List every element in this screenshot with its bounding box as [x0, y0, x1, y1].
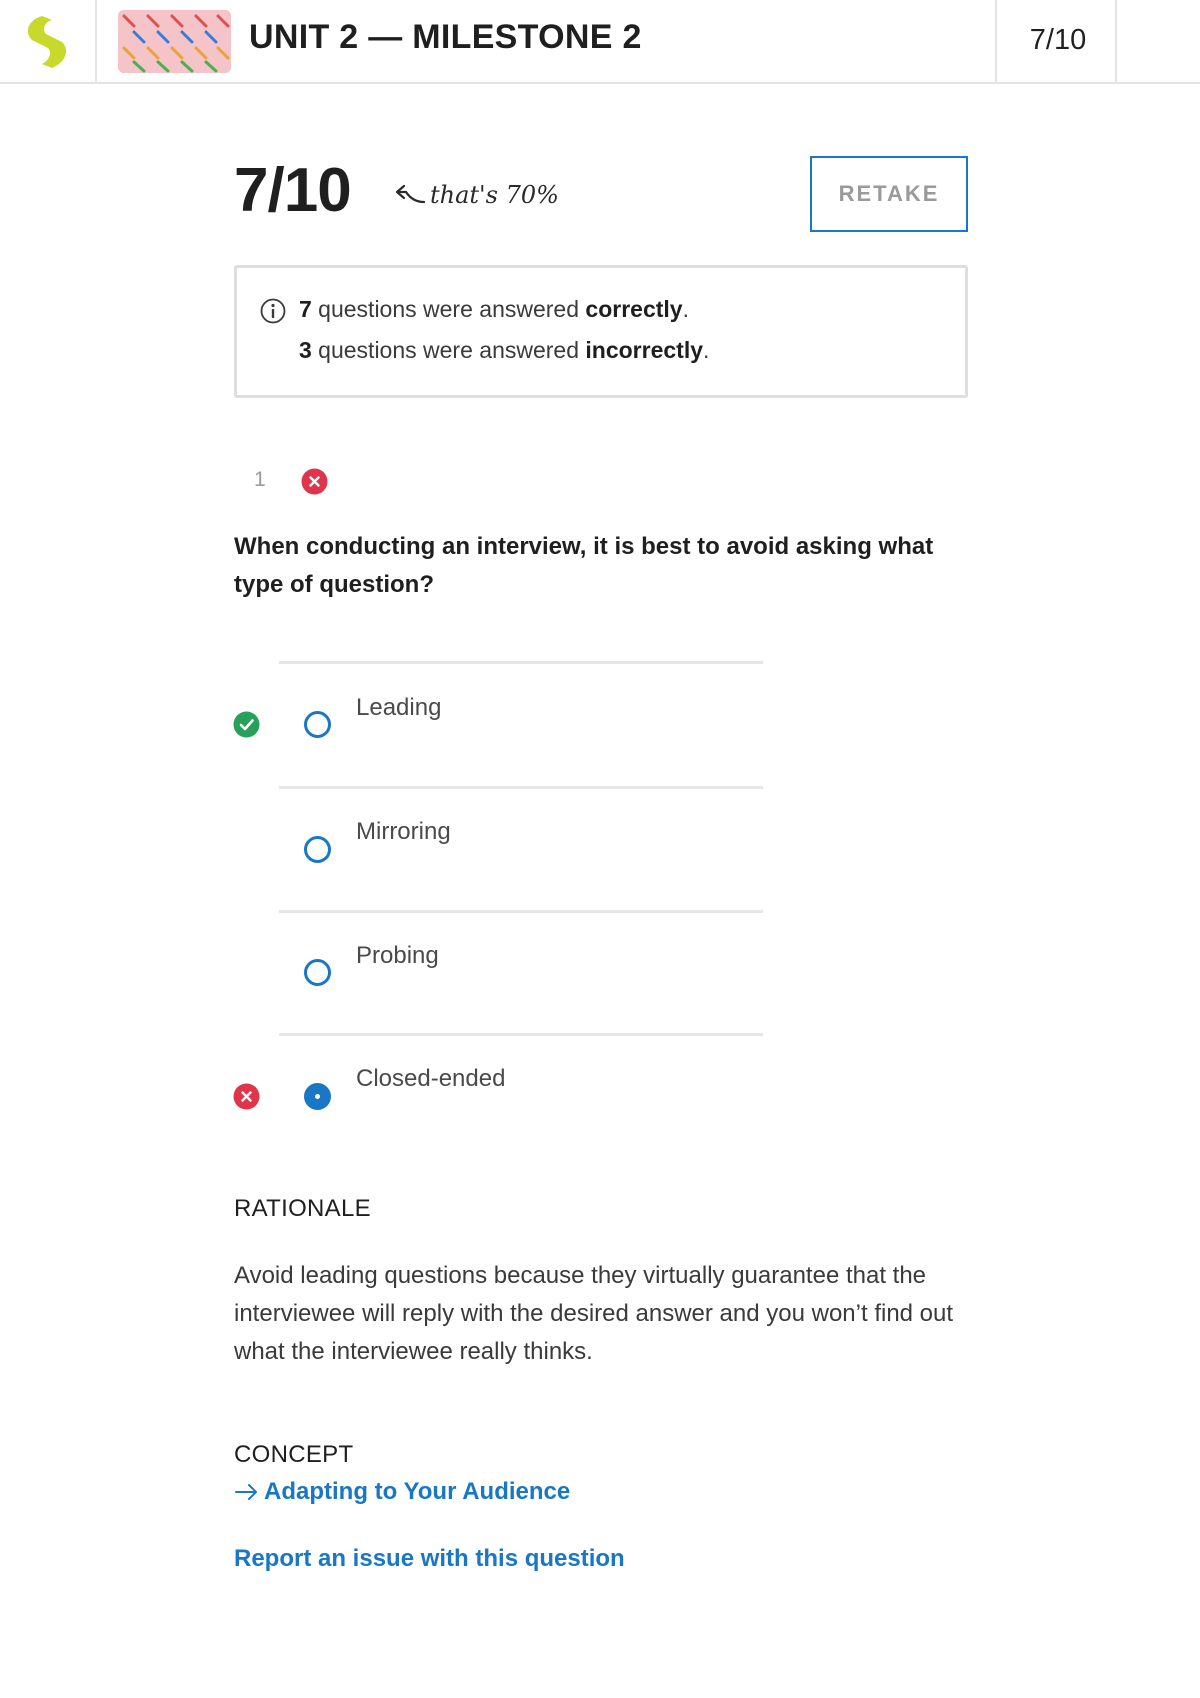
option-label-leading[interactable]: Leading — [356, 694, 442, 721]
concept-link[interactable] — [234, 1478, 570, 1506]
option-label-mirroring[interactable]: Mirroring — [356, 818, 451, 845]
retake-button[interactable]: RETAKE — [810, 156, 968, 232]
curved-arrow-left-icon — [392, 182, 426, 208]
arrow-right-icon — [234, 1482, 260, 1502]
incorrect-word: incorrectly — [585, 337, 704, 363]
option-divider — [279, 661, 763, 664]
concept-link-label[interactable]: Adapting to Your Audience — [264, 1478, 571, 1505]
option-radio-closed-ended[interactable] — [304, 1083, 331, 1110]
option-radio-mirroring[interactable] — [304, 836, 331, 863]
unit-thumbnail — [118, 10, 231, 73]
question-number: 1 — [254, 468, 266, 491]
check-circle-icon — [233, 711, 260, 738]
header-divider — [995, 0, 997, 83]
top-header — [0, 0, 1200, 84]
question-text: When conducting an interview, it is best to avoid asking what type of question? — [234, 533, 934, 598]
correct-word: correctly — [585, 296, 683, 322]
x-circle-icon — [233, 1083, 260, 1110]
correct-count: 7 — [299, 296, 312, 322]
percent-note-text: that's 70% — [430, 181, 559, 209]
info-icon — [260, 298, 286, 324]
option-radio-leading[interactable] — [304, 711, 331, 738]
rationale-text: Avoid leading questions because they virtually guarantee that the interviewee will reply with the desired answer and you won’t find out what the interviewee really thinks. — [234, 1262, 954, 1365]
sophia-logo-icon[interactable] — [22, 14, 72, 70]
option-label-closed-ended[interactable]: Closed-ended — [356, 1065, 506, 1092]
report-issue-link[interactable]: Report an issue with this question — [234, 1545, 625, 1572]
x-circle-icon — [301, 468, 328, 495]
option-divider — [279, 1033, 763, 1036]
incorrect-summary: 3 questions were answered incorrectly. — [299, 337, 710, 363]
percent-note — [392, 181, 559, 209]
concept-heading: CONCEPT — [234, 1441, 354, 1468]
rationale-heading: RATIONALE — [234, 1195, 371, 1222]
header-divider — [1115, 0, 1117, 83]
correct-summary: 7 questions were answered correctly. — [299, 296, 689, 322]
header-divider — [95, 0, 97, 83]
score-value: 7/10 — [234, 156, 351, 225]
option-divider — [279, 786, 763, 789]
option-label-probing[interactable]: Probing — [356, 942, 439, 969]
unit-title: UNIT 2 — MILESTONE 2 — [249, 18, 642, 56]
option-radio-probing[interactable] — [304, 959, 331, 986]
option-divider — [279, 910, 763, 913]
incorrect-count: 3 — [299, 337, 312, 363]
header-score: 7/10 — [1029, 24, 1087, 56]
results-summary — [234, 265, 968, 398]
